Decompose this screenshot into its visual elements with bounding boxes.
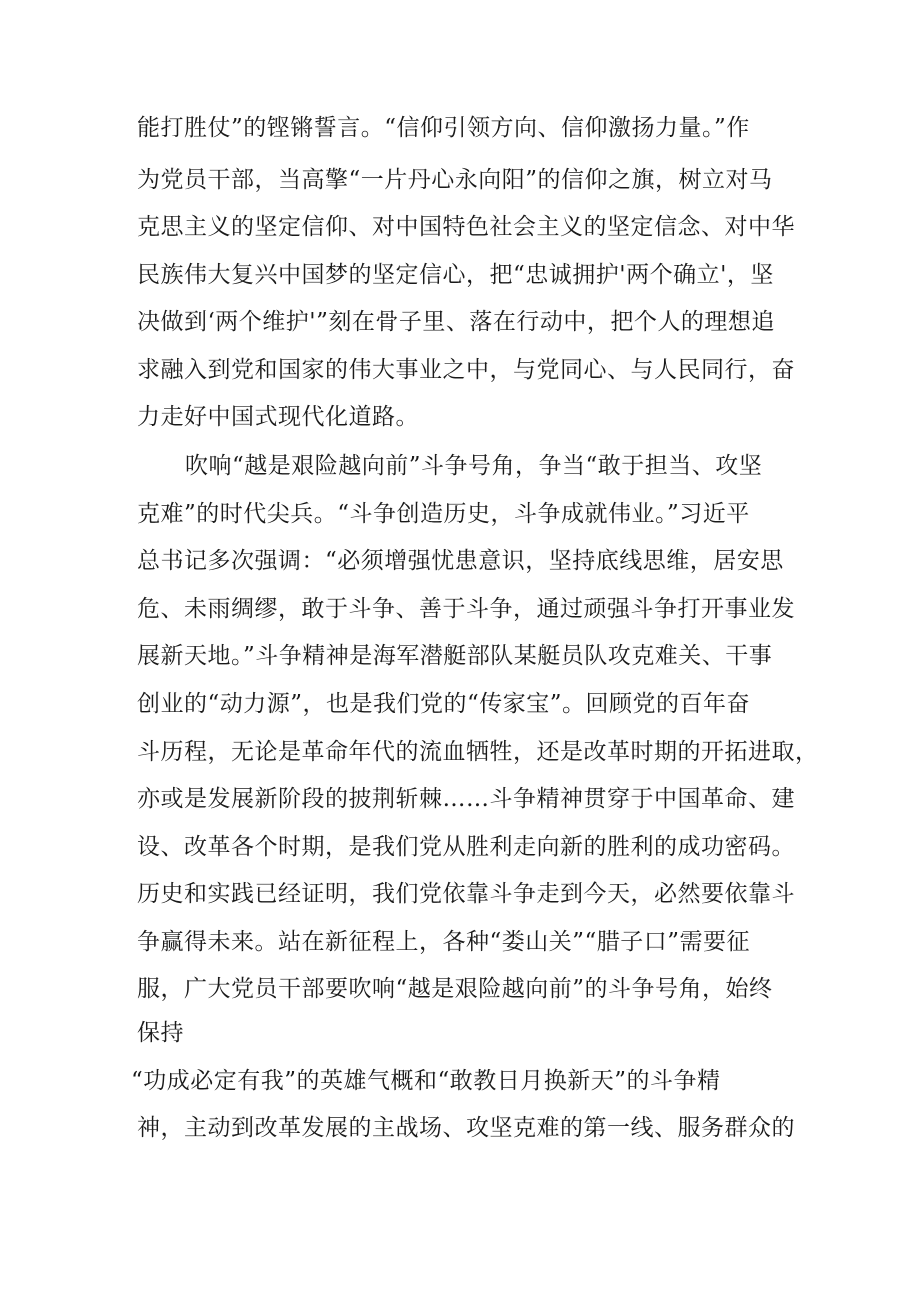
text-line: 为党员干部，当高擎“一片丹心永向阳”的信仰之旗，树立对马 [137,167,773,193]
text-line: 神，主动到改革发展的主战场、攻坚克难的第一线、服务群众的 [137,1115,795,1141]
text-line: 克思主义的坚定信仰、对中国特色社会主义的坚定信念、对中华 [137,214,795,240]
text-line: 力走好中国式现代化道路。 [137,404,419,430]
text-line: 亦或是发展新阶段的披荆斩棘……斗争精神贯穿于中国革命、建 [137,786,795,812]
text-line: 克难”的时代尖兵。“斗争创造历史，斗争成就伟业。”习近平 [137,501,750,527]
text-line: 争赢得未来。站在新征程上，各种“娄山关”“腊子口”需要征 [137,929,751,955]
text-line: 展新天地。”斗争精神是海军潜艇部队某艇员队攻克难关、干事 [137,643,773,669]
text-line: 决做到‘两个维护'”刻在骨子里、落在行动中，把个人的理想追 [137,309,775,335]
text-line: 历史和实践已经证明，我们党依靠斗争走到今天，必然要依靠斗 [137,881,795,907]
text-line: 总书记多次强调：“必须增强忧患意识，坚持底线思维，居安思 [137,548,784,574]
text-line: 保持 [137,1020,184,1046]
text-line: 危、未雨绸缪，敢于斗争、善于斗争，通过顽强斗争打开事业发 [137,596,795,622]
text-line: 设、改革各个时期，是我们党从胜利走向新的胜利的成功密码。 [137,834,795,860]
text-line: 能打胜仗”的铿锵誓言。“信仰引领方向、信仰激扬力量。”作 [137,115,750,141]
text-line: 求融入到党和国家的伟大事业之中，与党同心、与人民同行，奋 [137,357,795,383]
text-line: 服，广大党员干部要吹响“越是艰险越向前”的斗争号角，始终 [137,976,773,1002]
text-line: 民族伟大复兴中国梦的坚定信心，把“忠诚拥护'两个确立'，坚 [137,262,774,288]
text-line-paragraph-start: 吹响“越是艰险越向前”斗争号角，争当“敢于担当、攻坚 [185,453,763,479]
text-line: 创业的“动力源”，也是我们党的“传家宝”。回顾党的百年奋 [137,691,751,717]
text-line: 斗历程，无论是革命年代的流血牺牲，还是改革时期的开拓进取， [137,739,819,765]
text-line: “功成必定有我”的英雄气概和“敢教日月换新天”的斗争精 [131,1068,721,1094]
